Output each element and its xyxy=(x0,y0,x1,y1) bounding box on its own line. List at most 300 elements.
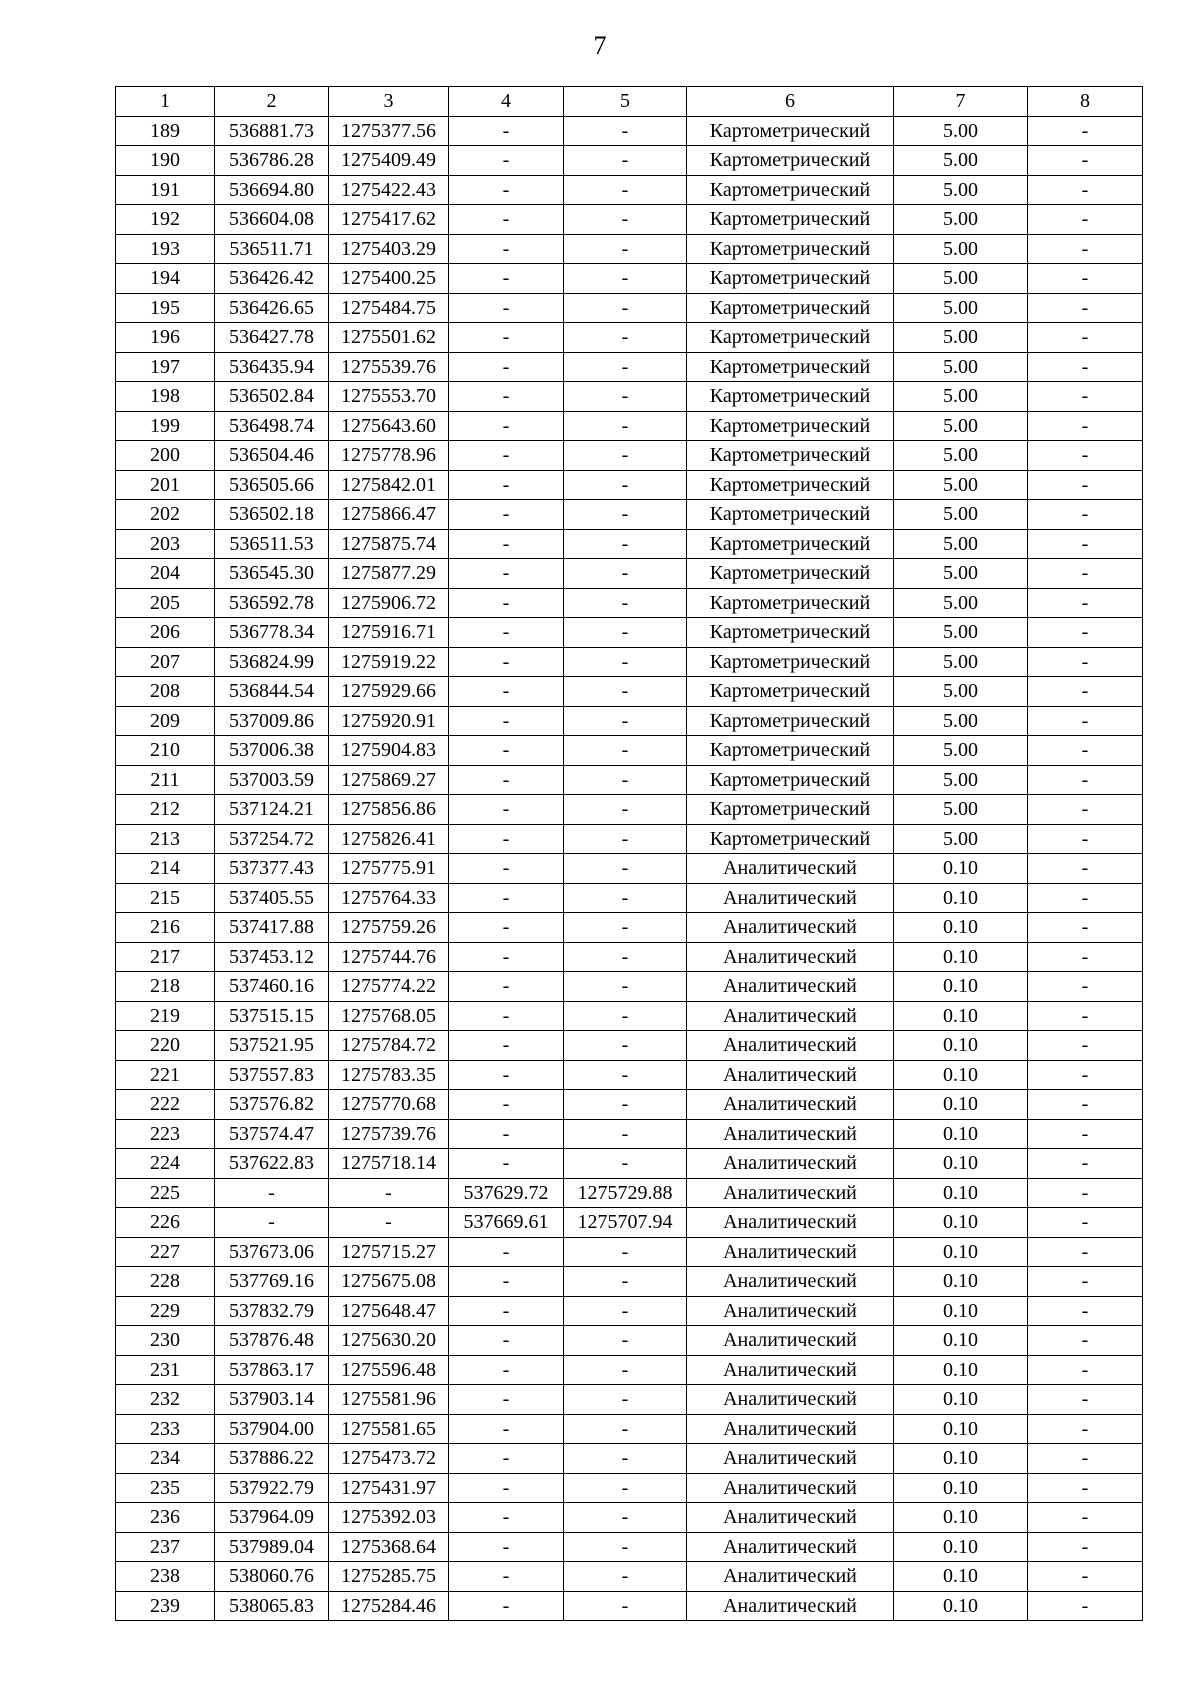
x-coordinate-cell: 536427.78 xyxy=(215,323,329,353)
y-coordinate-cell: - xyxy=(329,1178,449,1208)
accuracy-cell: 0.10 xyxy=(894,1444,1028,1474)
method-cell: Аналитический xyxy=(687,1532,894,1562)
note-cell: - xyxy=(1028,942,1143,972)
table-row xyxy=(116,1562,1143,1592)
y-coordinate-cell: 1275403.29 xyxy=(329,234,449,264)
table-row xyxy=(116,1296,1143,1326)
method-cell: Аналитический xyxy=(687,1090,894,1120)
x-coordinate-cell: 536778.34 xyxy=(215,618,329,648)
x-coordinate-cell: 537124.21 xyxy=(215,795,329,825)
y-coordinate-cell: 1275285.75 xyxy=(329,1562,449,1592)
x-coordinate-cell: - xyxy=(215,1208,329,1238)
y-coordinate-alt-cell: - xyxy=(564,146,687,176)
note-cell: - xyxy=(1028,618,1143,648)
x-coordinate-alt-cell: - xyxy=(449,1532,564,1562)
table-row xyxy=(116,1178,1143,1208)
note-cell: - xyxy=(1028,293,1143,323)
x-coordinate-cell: 537377.43 xyxy=(215,854,329,884)
note-cell: - xyxy=(1028,264,1143,294)
y-coordinate-alt-cell: - xyxy=(564,972,687,1002)
point-number-cell: 217 xyxy=(116,942,215,972)
note-cell: - xyxy=(1028,175,1143,205)
point-number-cell: 207 xyxy=(116,647,215,677)
table-row xyxy=(116,1473,1143,1503)
column-header: 6 xyxy=(687,87,894,117)
method-cell: Аналитический xyxy=(687,1119,894,1149)
method-cell: Аналитический xyxy=(687,1591,894,1621)
y-coordinate-cell: 1275377.56 xyxy=(329,116,449,146)
y-coordinate-cell: 1275906.72 xyxy=(329,588,449,618)
y-coordinate-cell: 1275473.72 xyxy=(329,1444,449,1474)
x-coordinate-cell: 536505.66 xyxy=(215,470,329,500)
note-cell: - xyxy=(1028,382,1143,412)
note-cell: - xyxy=(1028,972,1143,1002)
note-cell: - xyxy=(1028,1444,1143,1474)
y-coordinate-alt-cell: - xyxy=(564,588,687,618)
point-number-cell: 238 xyxy=(116,1562,215,1592)
table-row xyxy=(116,677,1143,707)
y-coordinate-cell: 1275764.33 xyxy=(329,883,449,913)
x-coordinate-cell: 536545.30 xyxy=(215,559,329,589)
note-cell: - xyxy=(1028,795,1143,825)
table-row xyxy=(116,382,1143,412)
x-coordinate-alt-cell: - xyxy=(449,588,564,618)
column-header: 4 xyxy=(449,87,564,117)
method-cell: Аналитический xyxy=(687,883,894,913)
point-number-cell: 199 xyxy=(116,411,215,441)
accuracy-cell: 5.00 xyxy=(894,588,1028,618)
method-cell: Картометрический xyxy=(687,500,894,530)
point-number-cell: 236 xyxy=(116,1503,215,1533)
method-cell: Картометрический xyxy=(687,677,894,707)
accuracy-cell: 0.10 xyxy=(894,1355,1028,1385)
table-row xyxy=(116,1237,1143,1267)
x-coordinate-cell: 538065.83 xyxy=(215,1591,329,1621)
table-row xyxy=(116,1090,1143,1120)
x-coordinate-alt-cell: - xyxy=(449,1149,564,1179)
table-row xyxy=(116,618,1143,648)
y-coordinate-alt-cell: - xyxy=(564,1326,687,1356)
y-coordinate-cell: 1275596.48 xyxy=(329,1355,449,1385)
point-number-cell: 230 xyxy=(116,1326,215,1356)
note-cell: - xyxy=(1028,323,1143,353)
method-cell: Аналитический xyxy=(687,854,894,884)
y-coordinate-cell: 1275759.26 xyxy=(329,913,449,943)
column-header: 2 xyxy=(215,87,329,117)
method-cell: Картометрический xyxy=(687,293,894,323)
note-cell: - xyxy=(1028,1414,1143,1444)
table-row xyxy=(116,323,1143,353)
point-number-cell: 218 xyxy=(116,972,215,1002)
table-row xyxy=(116,1208,1143,1238)
point-number-cell: 192 xyxy=(116,205,215,235)
point-number-cell: 226 xyxy=(116,1208,215,1238)
accuracy-cell: 5.00 xyxy=(894,500,1028,530)
x-coordinate-alt-cell: 537629.72 xyxy=(449,1178,564,1208)
method-cell: Аналитический xyxy=(687,1562,894,1592)
x-coordinate-alt-cell: - xyxy=(449,618,564,648)
y-coordinate-cell: 1275919.22 xyxy=(329,647,449,677)
note-cell: - xyxy=(1028,647,1143,677)
y-coordinate-alt-cell: - xyxy=(564,677,687,707)
point-number-cell: 222 xyxy=(116,1090,215,1120)
note-cell: - xyxy=(1028,736,1143,766)
table-row xyxy=(116,647,1143,677)
x-coordinate-cell: 536824.99 xyxy=(215,647,329,677)
x-coordinate-cell: 538060.76 xyxy=(215,1562,329,1592)
x-coordinate-alt-cell: - xyxy=(449,559,564,589)
accuracy-cell: 0.10 xyxy=(894,1503,1028,1533)
table-row xyxy=(116,1119,1143,1149)
method-cell: Аналитический xyxy=(687,1149,894,1179)
table-row xyxy=(116,234,1143,264)
note-cell: - xyxy=(1028,824,1143,854)
accuracy-cell: 5.00 xyxy=(894,382,1028,412)
note-cell: - xyxy=(1028,1355,1143,1385)
y-coordinate-alt-cell: - xyxy=(564,529,687,559)
point-number-cell: 190 xyxy=(116,146,215,176)
x-coordinate-alt-cell: - xyxy=(449,470,564,500)
method-cell: Картометрический xyxy=(687,382,894,412)
accuracy-cell: 0.10 xyxy=(894,942,1028,972)
accuracy-cell: 5.00 xyxy=(894,411,1028,441)
table-row xyxy=(116,529,1143,559)
point-number-cell: 237 xyxy=(116,1532,215,1562)
method-cell: Картометрический xyxy=(687,175,894,205)
note-cell: - xyxy=(1028,1060,1143,1090)
accuracy-cell: 5.00 xyxy=(894,795,1028,825)
x-coordinate-cell: 536511.71 xyxy=(215,234,329,264)
x-coordinate-alt-cell: - xyxy=(449,293,564,323)
method-cell: Картометрический xyxy=(687,441,894,471)
point-number-cell: 219 xyxy=(116,1001,215,1031)
y-coordinate-cell: 1275869.27 xyxy=(329,765,449,795)
table-row xyxy=(116,913,1143,943)
note-cell: - xyxy=(1028,1208,1143,1238)
x-coordinate-alt-cell: 537669.61 xyxy=(449,1208,564,1238)
note-cell: - xyxy=(1028,1119,1143,1149)
y-coordinate-cell: 1275422.43 xyxy=(329,175,449,205)
method-cell: Картометрический xyxy=(687,264,894,294)
accuracy-cell: 0.10 xyxy=(894,1208,1028,1238)
accuracy-cell: 0.10 xyxy=(894,854,1028,884)
x-coordinate-alt-cell: - xyxy=(449,795,564,825)
method-cell: Аналитический xyxy=(687,913,894,943)
accuracy-cell: 0.10 xyxy=(894,1090,1028,1120)
table-row xyxy=(116,1385,1143,1415)
x-coordinate-cell: 537254.72 xyxy=(215,824,329,854)
x-coordinate-alt-cell: - xyxy=(449,1296,564,1326)
y-coordinate-cell: 1275842.01 xyxy=(329,470,449,500)
column-header: 3 xyxy=(329,87,449,117)
table-body xyxy=(116,87,1143,1621)
accuracy-cell: 0.10 xyxy=(894,1532,1028,1562)
accuracy-cell: 0.10 xyxy=(894,1473,1028,1503)
x-coordinate-cell: 537453.12 xyxy=(215,942,329,972)
y-coordinate-cell: 1275768.05 xyxy=(329,1001,449,1031)
x-coordinate-cell: 536604.08 xyxy=(215,205,329,235)
x-coordinate-alt-cell: - xyxy=(449,765,564,795)
table-row xyxy=(116,765,1143,795)
table-row xyxy=(116,1060,1143,1090)
x-coordinate-alt-cell: - xyxy=(449,323,564,353)
note-cell: - xyxy=(1028,1267,1143,1297)
table-row xyxy=(116,1326,1143,1356)
method-cell: Картометрический xyxy=(687,146,894,176)
method-cell: Картометрический xyxy=(687,470,894,500)
accuracy-cell: 5.00 xyxy=(894,559,1028,589)
y-coordinate-cell: 1275431.97 xyxy=(329,1473,449,1503)
accuracy-cell: 0.10 xyxy=(894,1237,1028,1267)
y-coordinate-alt-cell: - xyxy=(564,1001,687,1031)
accuracy-cell: 5.00 xyxy=(894,618,1028,648)
y-coordinate-alt-cell: - xyxy=(564,116,687,146)
table-row xyxy=(116,352,1143,382)
table-row xyxy=(116,1031,1143,1061)
accuracy-cell: 0.10 xyxy=(894,1267,1028,1297)
note-cell: - xyxy=(1028,883,1143,913)
point-number-cell: 225 xyxy=(116,1178,215,1208)
point-number-cell: 211 xyxy=(116,765,215,795)
y-coordinate-cell: 1275284.46 xyxy=(329,1591,449,1621)
x-coordinate-cell: 536881.73 xyxy=(215,116,329,146)
x-coordinate-alt-cell: - xyxy=(449,677,564,707)
accuracy-cell: 5.00 xyxy=(894,677,1028,707)
y-coordinate-cell: - xyxy=(329,1208,449,1238)
method-cell: Картометрический xyxy=(687,529,894,559)
point-number-cell: 223 xyxy=(116,1119,215,1149)
table-row xyxy=(116,175,1143,205)
y-coordinate-alt-cell: - xyxy=(564,1414,687,1444)
note-cell: - xyxy=(1028,1385,1143,1415)
table-row xyxy=(116,854,1143,884)
point-number-cell: 221 xyxy=(116,1060,215,1090)
method-cell: Картометрический xyxy=(687,765,894,795)
table-row xyxy=(116,146,1143,176)
note-cell: - xyxy=(1028,1296,1143,1326)
y-coordinate-alt-cell: - xyxy=(564,1296,687,1326)
method-cell: Картометрический xyxy=(687,736,894,766)
y-coordinate-cell: 1275877.29 xyxy=(329,559,449,589)
note-cell: - xyxy=(1028,1532,1143,1562)
table-row xyxy=(116,972,1143,1002)
method-cell: Картометрический xyxy=(687,323,894,353)
x-coordinate-alt-cell: - xyxy=(449,1237,564,1267)
x-coordinate-alt-cell: - xyxy=(449,1090,564,1120)
point-number-cell: 235 xyxy=(116,1473,215,1503)
point-number-cell: 239 xyxy=(116,1591,215,1621)
method-cell: Аналитический xyxy=(687,1444,894,1474)
x-coordinate-cell: 537405.55 xyxy=(215,883,329,913)
y-coordinate-alt-cell: - xyxy=(564,1385,687,1415)
method-cell: Картометрический xyxy=(687,116,894,146)
accuracy-cell: 0.10 xyxy=(894,1178,1028,1208)
point-number-cell: 209 xyxy=(116,706,215,736)
note-cell: - xyxy=(1028,1001,1143,1031)
x-coordinate-alt-cell: - xyxy=(449,1473,564,1503)
x-coordinate-alt-cell: - xyxy=(449,706,564,736)
x-coordinate-cell: 537009.86 xyxy=(215,706,329,736)
note-cell: - xyxy=(1028,1503,1143,1533)
y-coordinate-cell: 1275417.62 xyxy=(329,205,449,235)
point-number-cell: 224 xyxy=(116,1149,215,1179)
accuracy-cell: 0.10 xyxy=(894,1001,1028,1031)
y-coordinate-alt-cell: - xyxy=(564,795,687,825)
page-number: 7 xyxy=(593,31,607,60)
method-cell: Аналитический xyxy=(687,1503,894,1533)
y-coordinate-alt-cell: - xyxy=(564,1503,687,1533)
x-coordinate-cell: 536694.80 xyxy=(215,175,329,205)
x-coordinate-alt-cell: - xyxy=(449,1503,564,1533)
note-cell: - xyxy=(1028,913,1143,943)
y-coordinate-cell: 1275770.68 xyxy=(329,1090,449,1120)
column-header: 1 xyxy=(116,87,215,117)
y-coordinate-cell: 1275539.76 xyxy=(329,352,449,382)
column-header: 5 xyxy=(564,87,687,117)
table-row xyxy=(116,411,1143,441)
y-coordinate-alt-cell: - xyxy=(564,647,687,677)
y-coordinate-cell: 1275826.41 xyxy=(329,824,449,854)
method-cell: Аналитический xyxy=(687,1031,894,1061)
x-coordinate-alt-cell: - xyxy=(449,824,564,854)
x-coordinate-alt-cell: - xyxy=(449,1267,564,1297)
point-number-cell: 210 xyxy=(116,736,215,766)
point-number-cell: 212 xyxy=(116,795,215,825)
table-row xyxy=(116,1149,1143,1179)
x-coordinate-cell: 537832.79 xyxy=(215,1296,329,1326)
x-coordinate-alt-cell: - xyxy=(449,382,564,412)
x-coordinate-cell: 537521.95 xyxy=(215,1031,329,1061)
method-cell: Картометрический xyxy=(687,706,894,736)
y-coordinate-cell: 1275501.62 xyxy=(329,323,449,353)
accuracy-cell: 0.10 xyxy=(894,1119,1028,1149)
method-cell: Картометрический xyxy=(687,205,894,235)
x-coordinate-alt-cell: - xyxy=(449,352,564,382)
y-coordinate-alt-cell: - xyxy=(564,382,687,412)
note-cell: - xyxy=(1028,470,1143,500)
x-coordinate-alt-cell: - xyxy=(449,1031,564,1061)
x-coordinate-alt-cell: - xyxy=(449,175,564,205)
method-cell: Аналитический xyxy=(687,1355,894,1385)
x-coordinate-cell: 537576.82 xyxy=(215,1090,329,1120)
table-row xyxy=(116,706,1143,736)
y-coordinate-cell: 1275630.20 xyxy=(329,1326,449,1356)
y-coordinate-alt-cell: - xyxy=(564,1119,687,1149)
accuracy-cell: 5.00 xyxy=(894,736,1028,766)
x-coordinate-cell: 537673.06 xyxy=(215,1237,329,1267)
note-cell: - xyxy=(1028,205,1143,235)
method-cell: Картометрический xyxy=(687,559,894,589)
point-number-cell: 214 xyxy=(116,854,215,884)
note-cell: - xyxy=(1028,500,1143,530)
x-coordinate-cell: 537904.00 xyxy=(215,1414,329,1444)
point-number-cell: 208 xyxy=(116,677,215,707)
note-cell: - xyxy=(1028,234,1143,264)
note-cell: - xyxy=(1028,529,1143,559)
point-number-cell: 203 xyxy=(116,529,215,559)
x-coordinate-cell: 537903.14 xyxy=(215,1385,329,1415)
point-number-cell: 202 xyxy=(116,500,215,530)
point-number-cell: 194 xyxy=(116,264,215,294)
y-coordinate-alt-cell: - xyxy=(564,942,687,972)
x-coordinate-alt-cell: - xyxy=(449,942,564,972)
note-cell: - xyxy=(1028,677,1143,707)
method-cell: Аналитический xyxy=(687,1208,894,1238)
note-cell: - xyxy=(1028,854,1143,884)
method-cell: Картометрический xyxy=(687,647,894,677)
y-coordinate-alt-cell: - xyxy=(564,1060,687,1090)
x-coordinate-cell: 536426.65 xyxy=(215,293,329,323)
note-cell: - xyxy=(1028,146,1143,176)
x-coordinate-alt-cell: - xyxy=(449,1444,564,1474)
accuracy-cell: 5.00 xyxy=(894,146,1028,176)
table-row xyxy=(116,470,1143,500)
y-coordinate-alt-cell: - xyxy=(564,234,687,264)
method-cell: Картометрический xyxy=(687,588,894,618)
method-cell: Картометрический xyxy=(687,352,894,382)
y-coordinate-cell: 1275744.76 xyxy=(329,942,449,972)
x-coordinate-alt-cell: - xyxy=(449,1001,564,1031)
y-coordinate-cell: 1275916.71 xyxy=(329,618,449,648)
point-number-cell: 196 xyxy=(116,323,215,353)
method-cell: Картометрический xyxy=(687,824,894,854)
x-coordinate-cell: 536844.54 xyxy=(215,677,329,707)
x-coordinate-alt-cell: - xyxy=(449,500,564,530)
y-coordinate-cell: 1275581.96 xyxy=(329,1385,449,1415)
y-coordinate-alt-cell: - xyxy=(564,1237,687,1267)
method-cell: Аналитический xyxy=(687,1178,894,1208)
method-cell: Картометрический xyxy=(687,618,894,648)
column-header: 8 xyxy=(1028,87,1143,117)
y-coordinate-alt-cell: - xyxy=(564,1355,687,1385)
y-coordinate-alt-cell: - xyxy=(564,883,687,913)
point-number-cell: 228 xyxy=(116,1267,215,1297)
x-coordinate-cell: 537622.83 xyxy=(215,1149,329,1179)
y-coordinate-cell: 1275866.47 xyxy=(329,500,449,530)
y-coordinate-alt-cell: - xyxy=(564,913,687,943)
table-row xyxy=(116,116,1143,146)
accuracy-cell: 5.00 xyxy=(894,706,1028,736)
accuracy-cell: 0.10 xyxy=(894,1326,1028,1356)
y-coordinate-alt-cell: 1275707.94 xyxy=(564,1208,687,1238)
accuracy-cell: 0.10 xyxy=(894,1031,1028,1061)
accuracy-cell: 5.00 xyxy=(894,323,1028,353)
y-coordinate-cell: 1275392.03 xyxy=(329,1503,449,1533)
x-coordinate-cell: 536426.42 xyxy=(215,264,329,294)
accuracy-cell: 5.00 xyxy=(894,441,1028,471)
y-coordinate-cell: 1275643.60 xyxy=(329,411,449,441)
y-coordinate-alt-cell: - xyxy=(564,411,687,441)
y-coordinate-cell: 1275875.74 xyxy=(329,529,449,559)
table-row xyxy=(116,500,1143,530)
y-coordinate-alt-cell: - xyxy=(564,706,687,736)
accuracy-cell: 0.10 xyxy=(894,1562,1028,1592)
x-coordinate-alt-cell: - xyxy=(449,854,564,884)
x-coordinate-alt-cell: - xyxy=(449,264,564,294)
x-coordinate-cell: 537515.15 xyxy=(215,1001,329,1031)
x-coordinate-cell: 537863.17 xyxy=(215,1355,329,1385)
x-coordinate-cell: 537006.38 xyxy=(215,736,329,766)
point-number-cell: 198 xyxy=(116,382,215,412)
accuracy-cell: 5.00 xyxy=(894,264,1028,294)
point-number-cell: 227 xyxy=(116,1237,215,1267)
x-coordinate-cell: 536592.78 xyxy=(215,588,329,618)
y-coordinate-alt-cell: - xyxy=(564,470,687,500)
x-coordinate-cell: 536502.18 xyxy=(215,500,329,530)
table-row xyxy=(116,1503,1143,1533)
y-coordinate-alt-cell: - xyxy=(564,441,687,471)
x-coordinate-alt-cell: - xyxy=(449,883,564,913)
